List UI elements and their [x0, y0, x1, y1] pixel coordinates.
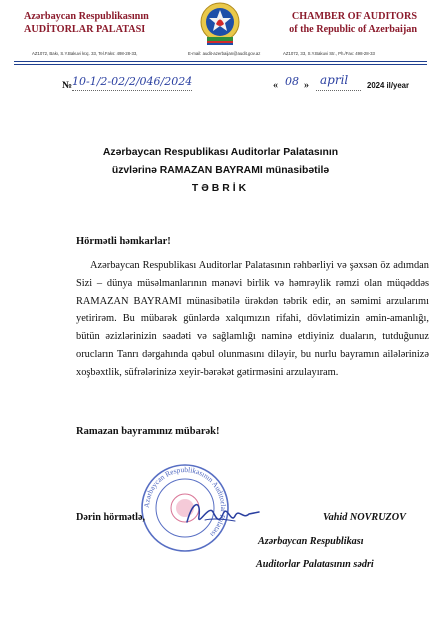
- org-name-en-line2: of the Republic of Azerbaijan: [289, 24, 417, 35]
- document-title-line1: Azərbaycan Respublikası Auditorlar Palatasının: [102, 147, 339, 158]
- greeting: Hörmətli həmkarlar!: [76, 236, 171, 247]
- reference-number: 10-1/2-02/2/046/2024: [72, 75, 193, 88]
- org-name-en: [247, 10, 417, 36]
- org-name-en-line1: CHAMBER OF AUDITORS: [291, 11, 417, 22]
- address-en: AZ1072, 33, S.Y.Bakuvi Str., Ph./Fax: 498-28-33: [283, 51, 375, 56]
- header-rule-thick: [14, 61, 427, 62]
- stamp-text: Azərbaycan Respublikasının Auditorlar Palatası: [141, 464, 229, 540]
- state-emblem-icon: [199, 1, 241, 47]
- document-title-line3: TƏBRİK: [191, 183, 250, 194]
- document-title-line2: üzvlərinə RAMAZAN BAYRAMI münasibətilə: [111, 165, 330, 176]
- org-name-az: [24, 10, 184, 36]
- address-az: AZ1072, Bakı, S.Y.Bakuvi küç. 33, Tel.Faks: 498-28-33,: [32, 51, 138, 56]
- date-quote-open: «: [273, 80, 278, 91]
- email-text: E-mail: audit-azerbaijan@audit.gov.az: [188, 51, 261, 56]
- date-year: 2024 il/year: [367, 81, 410, 90]
- handwritten-signature: [183, 494, 263, 534]
- body-paragraph: Azərbaycan Respublikası Auditorlar Palatasının rəhbərliyi və şəxsən öz adımdan Sizi – dünya müsəlmanlarının mənəvi birlik və həmrəylik rəmzi olan müqəddəs RAMAZAN BAYRAMI münasibətilə ürəkdən təbrik edir, ən səmimi arzularımı yetirirəm. Bu mübarək günlərdə xalqımızın rifahi, dövlətimizin əmin-amanlığı, bütün əzizlərinizin səadəti və sağlamlığı naminə etdiyiniz duaların, tutduğunuz orucların Tanrı dərgahında qəbul olunmasını diləyir, bu nurlu bayramın ailələrinizə xoşbəxtlik, süfrələrinizə xeyir-bərəkət gətirməsini arzulayıram.: [76, 260, 429, 378]
- closing-line: Ramazan bayramınız mübarək!: [76, 426, 220, 437]
- date-underline: [316, 90, 361, 91]
- regards-text: Dərin hörmətlə,: [76, 512, 146, 523]
- reference-number-label: №: [62, 80, 73, 91]
- signer-title-line1: Azərbaycan Respublikası: [258, 536, 364, 547]
- date-day: 08: [285, 75, 299, 88]
- reference-underline: [72, 90, 192, 91]
- date-month: april: [320, 73, 349, 87]
- signer-title-line2: Auditorlar Palatasının sədri: [256, 559, 374, 570]
- header-rule-thin: [14, 64, 427, 65]
- org-name-az-line2: AUDİTORLAR PALATASI: [24, 24, 146, 35]
- signer-name: Vahid NOVRUZOV: [323, 512, 406, 523]
- org-name-az-line1: Azərbaycan Respublikasının: [24, 11, 149, 22]
- date-quote-close: »: [304, 80, 309, 91]
